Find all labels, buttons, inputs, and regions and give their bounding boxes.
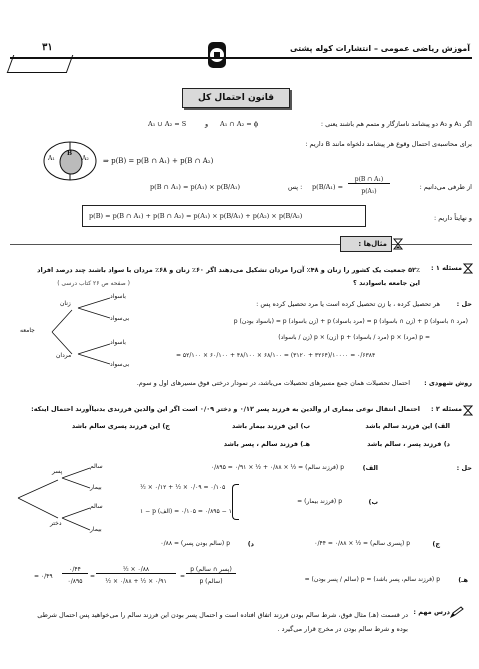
then-formula: p(B ∩ A₁) = p(A₁) × p(B/A₁) bbox=[150, 183, 241, 191]
venn-label-a1: A₁ bbox=[48, 155, 55, 162]
problem2-part-c: ج) این فرزند پسری سالم باشد bbox=[71, 422, 170, 430]
intro-formula-a: A₁ ∩ A₂ = ϕ bbox=[220, 120, 259, 128]
problem2-part-a: الف) این فرزند سالم باشد bbox=[365, 422, 450, 430]
problem1-note-text: احتمال تحصیلات همان جمع مسیرهای تحصیلات می‌باشد، در نمودار درختی فوق مسیرهای اول و سوم. bbox=[136, 379, 410, 387]
problem2-answer-e-frac2-den: ½ × ۰/۸۸ + ½ × ۰/۹۱ bbox=[105, 578, 167, 585]
then-label: پس : bbox=[288, 183, 303, 191]
intro-line1-text: اگر A₁ و A₂ دو پیشامد ناسازگار و متمم هم باشند یعنی : bbox=[320, 120, 472, 128]
probability-tree-2 bbox=[14, 458, 114, 540]
tree1-root: جامعه bbox=[20, 327, 35, 334]
page-number: ۳۱ bbox=[42, 42, 53, 53]
hourglass-icon bbox=[393, 238, 403, 250]
problem2-answer-d-label: د) bbox=[247, 540, 254, 548]
problem1-solution-intro: هر تحصیل کرده ، یا زن تحصیل کرده است یا مرد تحصیل کرده پس : bbox=[256, 300, 440, 308]
tree1-men: مردان bbox=[56, 352, 72, 359]
problem2-answer-b-lhs: p (فرزند بیمار) = bbox=[297, 498, 342, 505]
problem2-answer-a-label: الف) bbox=[362, 464, 378, 472]
tree2-healthy-1: سالم bbox=[90, 463, 103, 470]
probability-tree-1 bbox=[14, 290, 134, 374]
hourglass-icon bbox=[464, 264, 472, 273]
problem1-source: ( صفحه ص ۲۶ کتاب درسی ) bbox=[57, 280, 130, 287]
problem2-answer-a: p (فرزند سالم) = ½ × ۰/۸۸ + ½ × ۰/۹۱ = ۰/۸۹۵ bbox=[210, 464, 344, 471]
problem1-label: مسئله ۱ : bbox=[431, 264, 462, 272]
problem2-answer-e-lhs: p (فرزند سالم، پسر باشد) = p (سالم / پسر بودن) = bbox=[304, 576, 440, 583]
final-label: و نهایتاً داریم : bbox=[433, 214, 472, 222]
tree2-healthy-2: سالم bbox=[90, 503, 103, 510]
intro-and: و bbox=[205, 120, 209, 128]
equals-sign: = bbox=[90, 573, 96, 580]
problem2-answer-b-brace bbox=[232, 484, 239, 520]
other-side-label: از طرفی می‌دانیم : bbox=[419, 183, 472, 191]
problem2-answer-e-frac3-num: ۰/۴۴ bbox=[62, 566, 88, 574]
lesson-text: در قسمت (هـ) مثال فوق، شرط سالم بودن فرزند اتفاق افتاده است و احتمال پسر بودن این فرزند سالم را می‌خواهید پس احتمال شرطی بوده و شرط سالم بودن در مخرج قرار می‌گیرد . bbox=[37, 611, 408, 633]
problem2-part-e: هـ) فرزند سالم ، پسر باشد bbox=[223, 440, 310, 448]
problem2-part-b: ب) این فرزند بیمار باشد bbox=[232, 422, 310, 430]
problem2-answer-e-label: هـ) bbox=[458, 576, 468, 584]
final-formula-box: p(B) = p(B ∩ A₁) + p(B ∩ A₂) = p(A₁) × p(B/A₁) + p(A₂) × p(B/A₂) bbox=[82, 205, 366, 227]
venn-diagram bbox=[42, 140, 98, 182]
problem2-solution-label: حل : bbox=[456, 464, 472, 472]
main-formula: ⇒ p(B) = p(B ∩ A₁) + p(B ∩ A₂) bbox=[103, 157, 214, 165]
problem1-line1: (مرد ∩ باسواد) p + (زن ∩ باسواد) p = (مرد باسواد) p + (زن باسواد) p = (باسواد بودن) p bbox=[233, 318, 468, 325]
lesson-label: درس مهم : bbox=[413, 608, 450, 616]
problem2-answer-e-frac1-den: p (سالم) bbox=[199, 578, 223, 585]
header-rule bbox=[10, 57, 472, 59]
problem2-answer-e-frac2-num: ½ × ۰/۸۸ bbox=[96, 566, 176, 574]
problem2-answer-d: p (سالم بودن پسر) = ۰/۸۸ bbox=[160, 540, 230, 547]
problem2-answer-e-frac1-num: p (پسر ∩ سالم) bbox=[186, 566, 236, 574]
problem2-text: احتمال انتقال نوعی بیماری از والدین به فرزند پسر ۰/۱۲ و دختر ۰/۰۹ است اگر این والدین فرزندی بدنیاآورند احتمال اینکه: bbox=[31, 405, 420, 413]
problem2-answer-b-1: ½ × ۰/۱۲ + ½ × ۰/۰۹ = ۰/۱۰۵ bbox=[140, 484, 226, 491]
problem1-line2: = p (مرد) × p (مرد / باسواد) + p (زن) × p (زن / باسواد) bbox=[278, 334, 430, 341]
problem2-answer-e-result: = ۰/۴۹ bbox=[34, 573, 53, 580]
problem2-label: مسئله ۲ : bbox=[431, 405, 462, 413]
cond-numerator: p(B ∩ A₁) bbox=[348, 176, 390, 184]
problem2-part-d: د) فرزند پسر ، سالم باشد bbox=[367, 440, 450, 448]
tree1-literate-2: باسواد bbox=[110, 339, 126, 346]
problem1-note-label: روش شهودی : bbox=[424, 379, 472, 387]
section-title: قانون احتمال کل bbox=[182, 88, 290, 108]
examples-banner: مثال‌ها : bbox=[340, 236, 392, 252]
problem2-answer-b-2: ۱ − p (الف) = ۱ − ۰/۸۹۵ = ۰/۱۰۵ bbox=[140, 508, 232, 515]
header-tab-left bbox=[7, 55, 74, 73]
tree2-girl: دختر bbox=[50, 520, 62, 527]
cond-left: p(B/A₁) = bbox=[312, 183, 344, 191]
problem2-answer-c-label: ج) bbox=[432, 540, 440, 548]
venn-label-a2: A₂ bbox=[82, 155, 89, 162]
problem2-answer-e-frac3-den: ۰/۸۹۵ bbox=[67, 578, 83, 585]
hourglass-icon bbox=[464, 406, 472, 415]
venn-label-b: B bbox=[67, 150, 73, 157]
intro-formula-b: A₁ ∪ A₂ = S bbox=[148, 120, 187, 128]
tree1-illiterate-2: بی‌سواد bbox=[110, 361, 130, 368]
problem1-line3: = ۵۲/۱۰۰ × ۶۰/۱۰۰ + ۴۸/۱۰۰ × ۶۸/۱۰۰ = (۳۱۲۰ + ۳۲۶۴)/۱۰۰۰۰ = ۰/۶۳۸۴ bbox=[176, 352, 376, 359]
problem2-answer-b-label: ب) bbox=[368, 498, 378, 506]
tree2-sick-2: بیمار bbox=[90, 526, 102, 533]
tree1-women: زنان bbox=[60, 300, 71, 307]
tree2-boy: پسر bbox=[52, 468, 63, 475]
intro-line2: برای محاسبه‌ی احتمال وقوع هر پیشامد دلخواه مانند B داریم : bbox=[305, 140, 472, 148]
problem1-text: ۵۲٪ جمعیت یک کشور را زنان و ۴۸٪ آن‌را مردان تشکیل می‌دهند اگر ۶۰٪ زنان و ۶۸٪ مردان با سواد باشند چند درصد افراد این جامعه باسوادند ؟ bbox=[37, 266, 420, 287]
page-header-title: آموزش ریاضی عمومی – انتشارات کوله پشتی bbox=[290, 44, 470, 53]
tree1-literate-1: باسواد bbox=[110, 293, 126, 300]
cond-denominator: p(A₁) bbox=[361, 188, 377, 195]
problem2-answer-c: p (پسری سالم) = ½ × ۰/۸۸ = ۰/۴۴ bbox=[314, 540, 410, 547]
equals-sign: = bbox=[180, 573, 186, 580]
problem1-solution-label: حل : bbox=[456, 300, 472, 308]
pencil-icon bbox=[450, 606, 464, 618]
tree1-illiterate-1: بی‌سواد bbox=[110, 315, 130, 322]
tree2-sick-1: بیمار bbox=[90, 484, 102, 491]
